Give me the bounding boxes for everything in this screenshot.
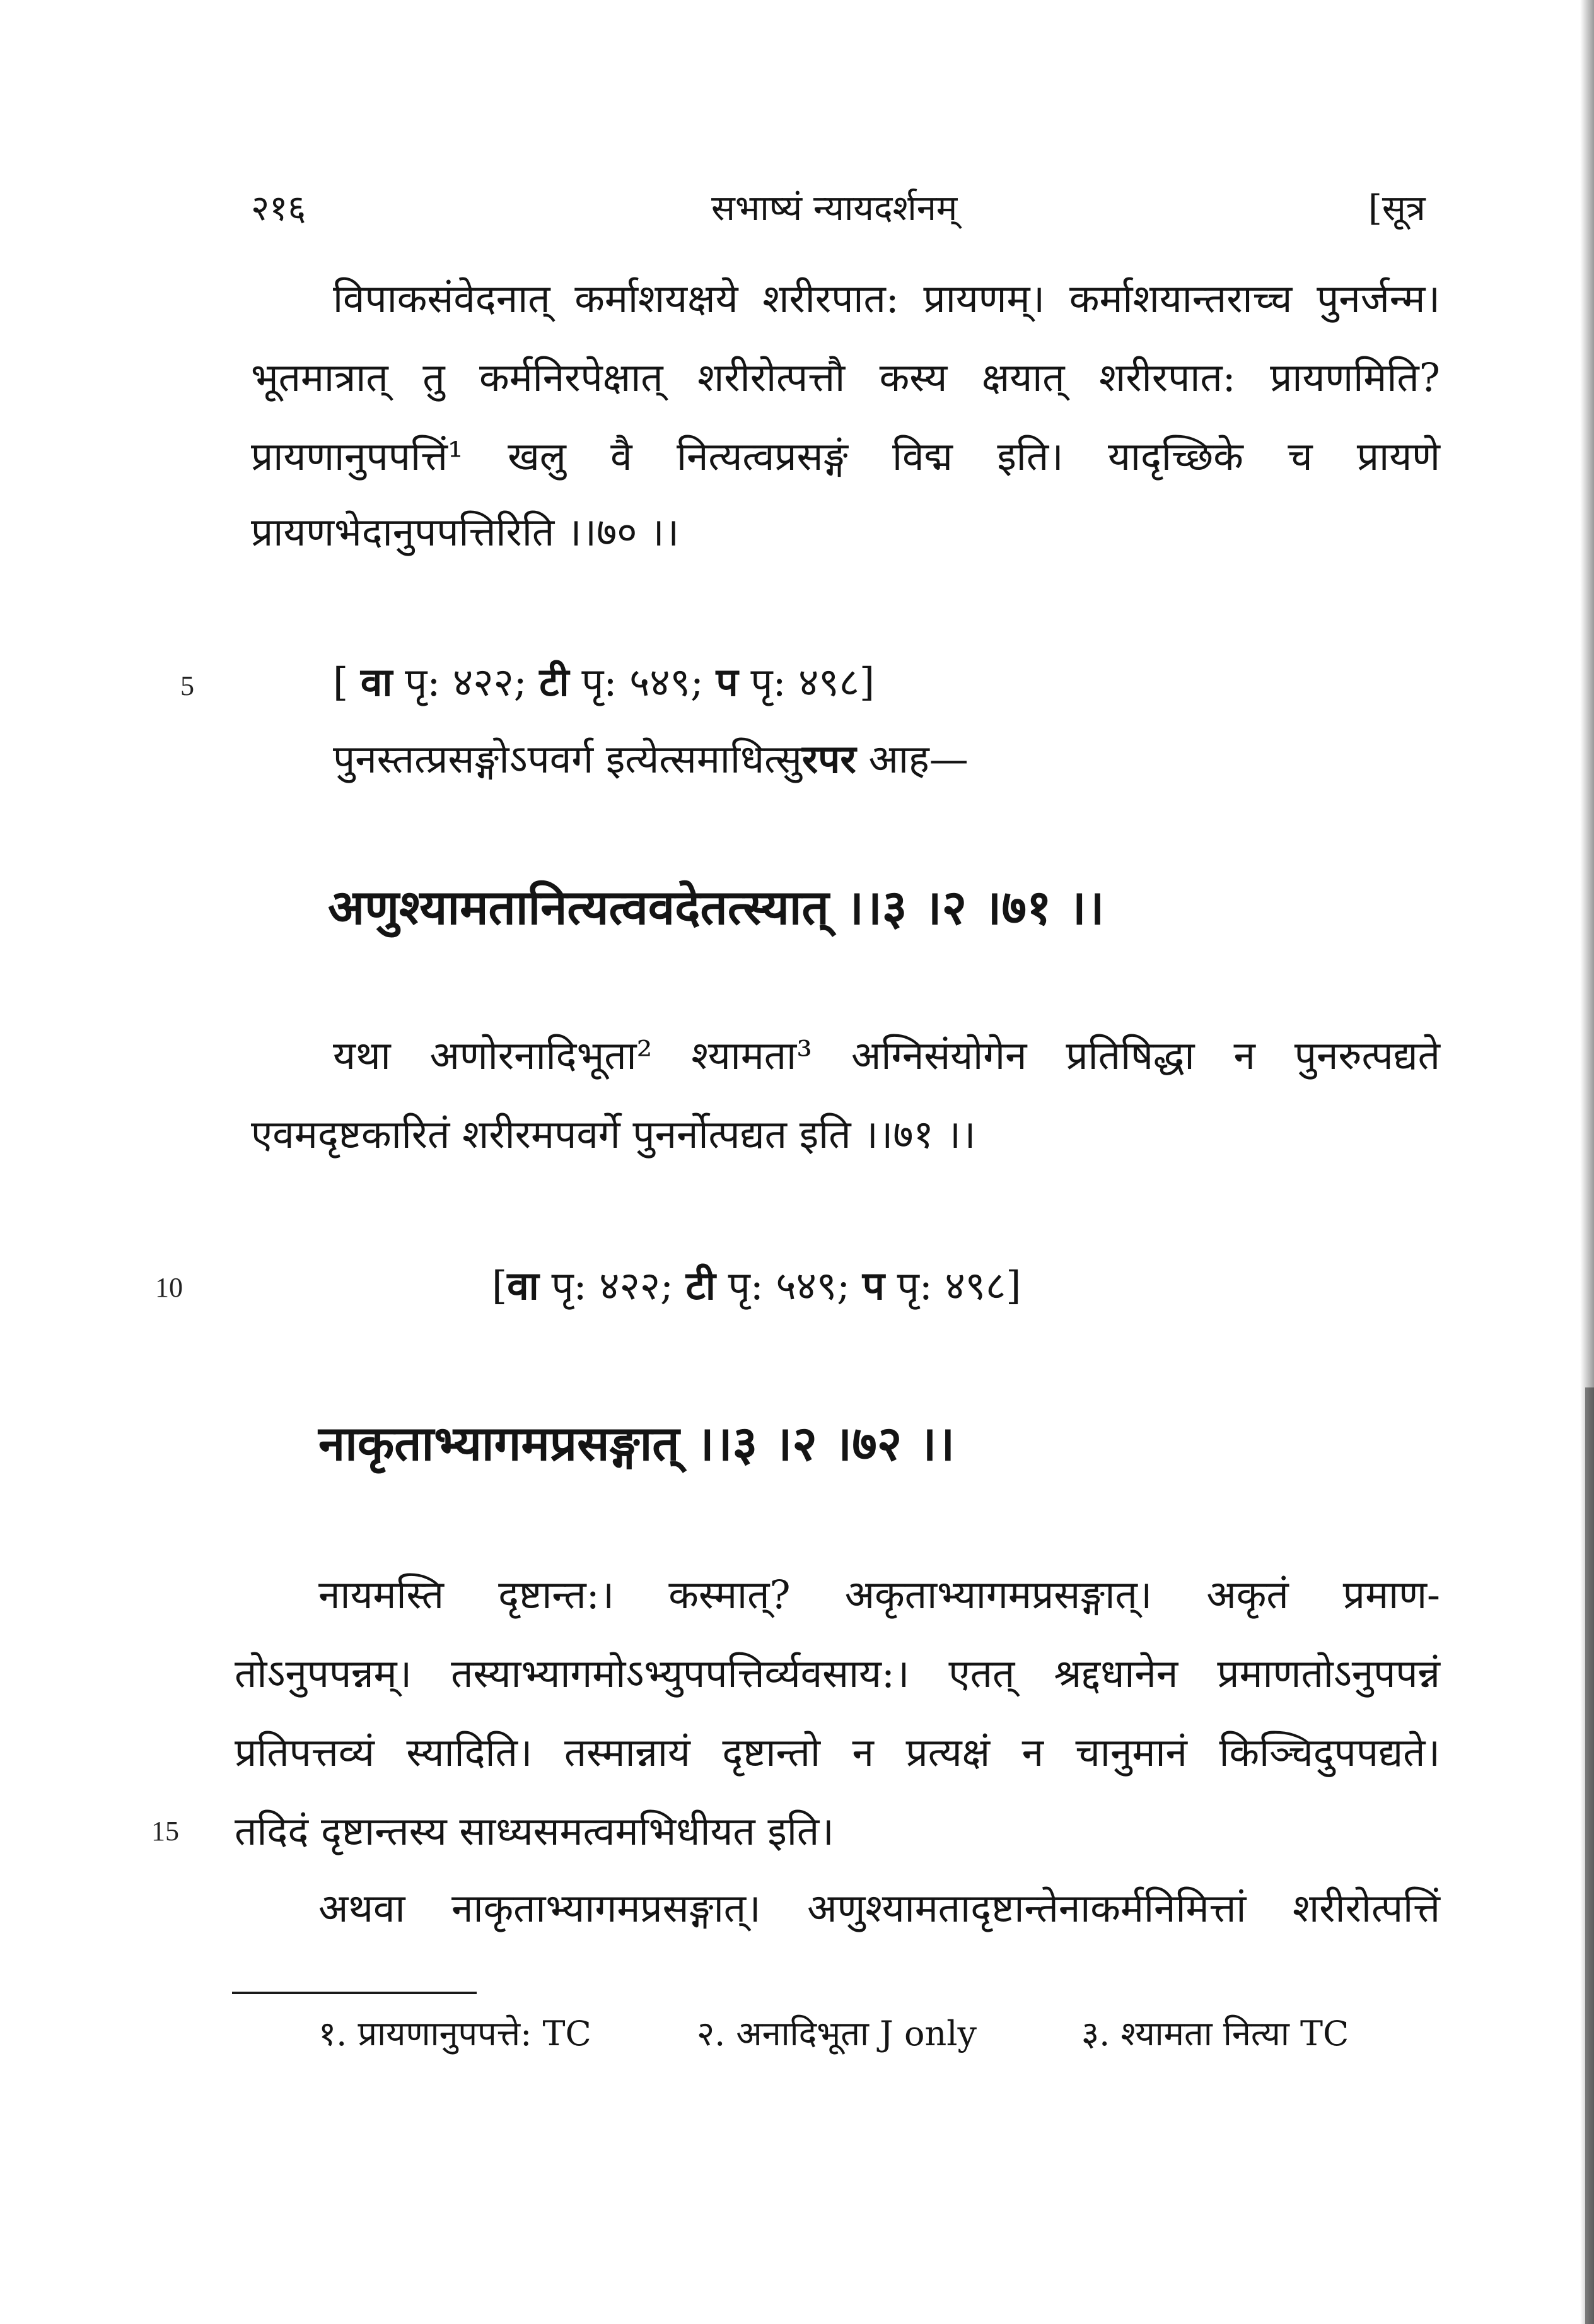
ref-pa-page: पृ: ४९८] bbox=[884, 1263, 1021, 1309]
ref-ti: टी bbox=[685, 1263, 716, 1309]
footnote-2: २. अनादिभूता J only bbox=[697, 2014, 977, 2053]
ref-open: [ bbox=[492, 1263, 508, 1309]
ref-va: वा bbox=[507, 1263, 539, 1309]
footnote-3: ३. श्यामता नित्या TC bbox=[1081, 2014, 1349, 2053]
ref-va-page: पृ: ४२२; bbox=[392, 659, 540, 705]
ref-ti-page: पृ: ५४९; bbox=[715, 1263, 863, 1309]
para3-line-4: तदिदं दृष्टान्तस्य साध्यसमत्वमभिधीयत इति। bbox=[235, 1808, 834, 1854]
footnote-rule bbox=[232, 1992, 477, 1994]
sutra-72: नाकृताभ्यागमप्रसङ्गात् ।।३ ।२ ।७२ ।। bbox=[318, 1415, 955, 1471]
running-title: सभाष्यं न्यायदर्शनम् bbox=[711, 188, 958, 229]
sutra-71: अणुश्यामतानित्यत्ववदेतत्स्यात् ।।३ ।२ ।७१ ।। bbox=[328, 879, 1105, 935]
ref-ti: टी bbox=[539, 659, 569, 705]
scan-edge-dark bbox=[1585, 1387, 1594, 2324]
ref-va: वा bbox=[360, 659, 393, 705]
ref-pa: प bbox=[862, 1263, 885, 1309]
reference-line-2 bbox=[492, 1258, 1021, 1311]
intro-text: पुनस्तत्प्रसङ्गोऽपवर्ग इत्येत्समाधित्सु bbox=[333, 736, 802, 782]
ref-open: [ bbox=[333, 659, 361, 705]
para4-line-1: अथवा नाकृताभ्यागमप्रसङ्गात्। अणुश्यामतादृष्टान्तेनाकर्मनिमित्तां शरीरोत्पत्तिं bbox=[318, 1885, 1440, 1931]
ref-pa-page: पृ: ४९८] bbox=[738, 659, 875, 705]
para3-line-2: तोऽनुपपन्नम्। तस्याभ्यागमोऽभ्युपपत्तिर्व्यवसाय:। एतत् श्रद्दधानेन प्रमाणतोऽनुपपन्नं bbox=[235, 1650, 1440, 1696]
intro-line bbox=[333, 732, 969, 785]
ref-va-page: पृ: ४२२; bbox=[538, 1263, 686, 1309]
intro-bold: रपर bbox=[801, 736, 856, 782]
para1-line-1: विपाकसंवेदनात् कर्माशयक्षये शरीरपात: प्रायणम्। कर्माशयान्तराच्च पुनर्जन्म। bbox=[333, 276, 1440, 322]
para2-line-1: यथा अणोरनादिभूता² श्यामता³ अग्निसंयोगेन प्रतिषिद्धा न पुनरुत्पद्यते bbox=[333, 1032, 1440, 1078]
para3-line-1: नायमस्ति दृष्टान्त:। कस्मात्? अकृताभ्यागमप्रसङ्गात्। अकृतं प्रमाण- bbox=[318, 1572, 1440, 1618]
section-marker: [सूत्र bbox=[1368, 188, 1426, 229]
para1-line-4: प्रायणभेदानुपपत्तिरिति ।।७० ।। bbox=[251, 509, 680, 555]
line-number-15: 15 bbox=[151, 1816, 179, 1847]
ref-pa: प bbox=[716, 659, 738, 705]
para3-line-3: प्रतिपत्तव्यं स्यादिति। तस्मान्नायं दृष्टान्तो न प्रत्यक्षं न चानुमानं किञ्चिदुपपद्यते। bbox=[235, 1729, 1440, 1775]
footnote-1: १. प्रायणानुपपत्ते: TC bbox=[318, 2014, 591, 2053]
para1-line-3: प्रायणानुपपत्तिं¹ खलु वै नित्यत्वप्रसङ्गं विद्म इति। यादृच्छिके च प्रायणे bbox=[251, 433, 1440, 479]
line-number-10: 10 bbox=[155, 1272, 183, 1303]
line-number-5: 5 bbox=[180, 670, 194, 701]
page-number: २१६ bbox=[251, 188, 306, 229]
ref-ti-page: पृ: ५४९; bbox=[569, 659, 716, 705]
para2-line-2: एवमदृष्टकारितं शरीरमपवर्गे पुनर्नोत्पद्यत इति ।।७१ ।। bbox=[251, 1111, 976, 1157]
reference-line-1 bbox=[333, 655, 875, 708]
intro-tail: आह— bbox=[856, 736, 969, 782]
para1-line-2: भूतमात्रात् तु कर्मनिरपेक्षात् शरीरोत्पत्तौ कस्य क्षयात् शरीरपात: प्रायणमिति? bbox=[251, 354, 1440, 400]
